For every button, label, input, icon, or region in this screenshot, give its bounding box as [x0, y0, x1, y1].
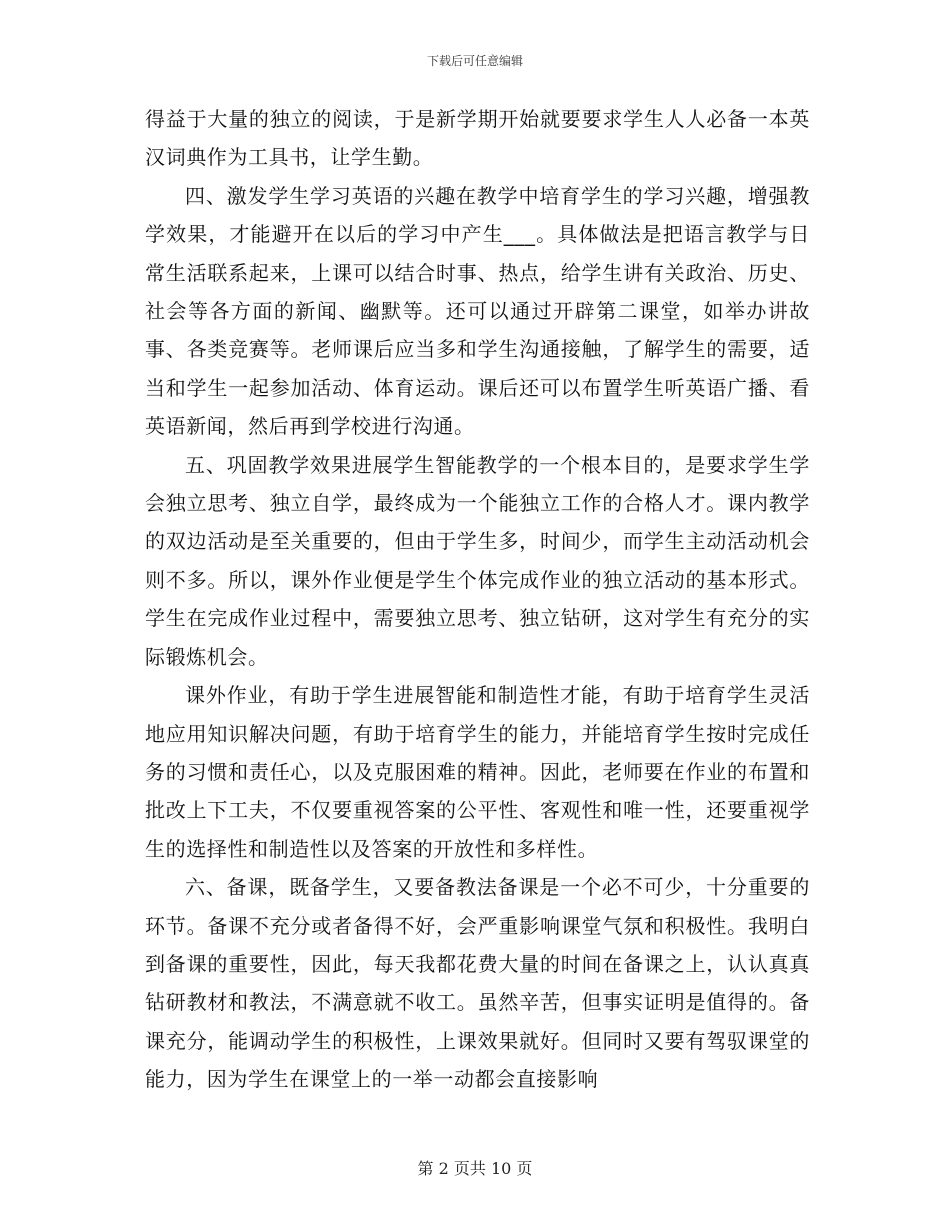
- paragraph: 五、巩固教学效果进展学生智能教学的一个根本目的，是要求学生学会独立思考、独立自学，最终成为一个能独立工作的合格人才。课内教学的双边活动是至关重要的，但由于学生多，时间少，而学生主动活动机会则不多。所以，课外作业便是学生个体完成作业的独立活动的基本形式。学生在完成作业过程中，需要独立思考、独立钻研，这对学生有充分的实际锻炼机会。: [145, 452, 810, 669]
- paragraph: 六、备课，既备学生，又要备教法备课是一个必不可少，十分重要的环节。备课不充分或者备得不好，会严重影响课堂气氛和积极性。我明白到备课的重要性，因此，每天我都花费大量的时间在备课之上，认认真真钻研教材和教法，不满意就不收工。虽然辛苦，但事实证明是值得的。备课充分，能调动学生的积极性，上课效果就好。但同时又要有驾驭课堂的能力，因为学生在课堂上的一举一动都会直接影响: [145, 875, 810, 1092]
- paragraph: 课外作业，有助于学生进展智能和制造性才能，有助于培育学生灵活地应用知识解决问题，有助于培育学生的能力，并能培育学生按时完成任务的习惯和责任心，以及克服困难的精神。因此，老师要在作业的布置和批改上下工夫，不仅要重视答案的公平性、客观性和唯一性，还要重视学生的选择性和制造性以及答案的开放性和多样性。: [145, 683, 810, 861]
- page-header: 下载后可任意编辑: [426, 54, 523, 68]
- paragraph: 四、激发学生学习英语的兴趣在教学中培育学生的学习兴趣，增强教学效果，才能避开在以后的学习中产生___。具体做法是把语言教学与日常生活联系起来，上课可以结合时事、热点，给学生讲有关政治、历史、社会等各方面的新闻、幽默等。还可以通过开辟第二课堂，如举办讲故事、各类竞赛等。老师课后应当多和学生沟通接触，了解学生的需要，适当和学生一起参加活动、体育运动。课后还可以布置学生听英语广播、看英语新闻，然后再到学校进行沟通。: [145, 183, 810, 439]
- document-body: [145, 100, 810, 1099]
- paragraph: 得益于大量的独立的阅读，于是新学期开始就要要求学生人人必备一本英汉词典作为工具书，让学生勤。: [145, 107, 810, 170]
- page-footer: 第 2 页共 10 页: [417, 1159, 533, 1178]
